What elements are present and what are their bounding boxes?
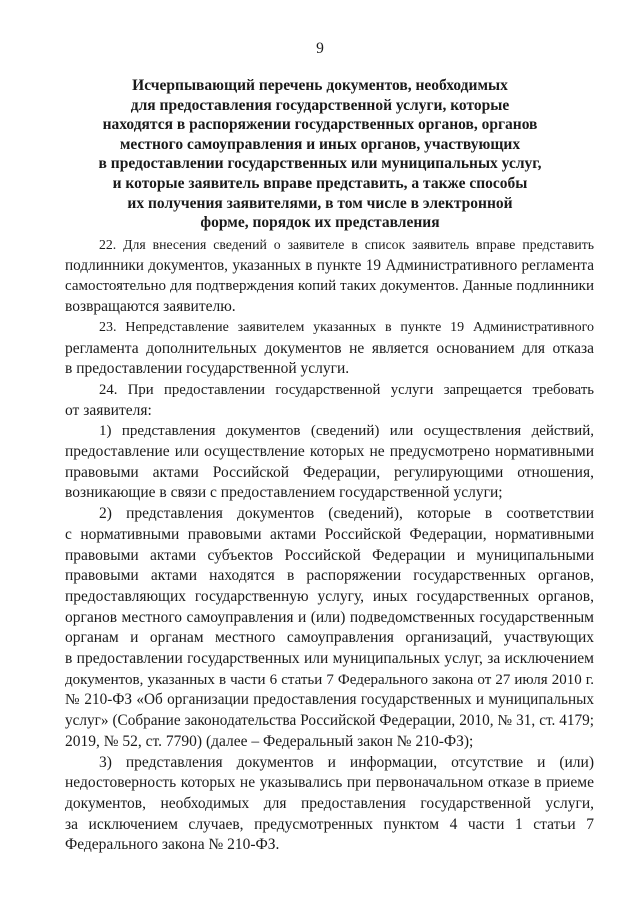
heading-line: местного самоуправления и иных органов, участвующих — [119, 135, 521, 153]
text-line: 22. Для внесения сведений о заявителе в список заявитель вправе представить — [99, 237, 594, 252]
text-line: 24. При предоставлении государственной услуги запрещается требовать — [99, 381, 594, 398]
paragraph-24 — [65, 380, 594, 421]
heading-line: находятся в распоряжении государственных органов, органов — [102, 116, 538, 134]
text-line: подлинники документов, указанных в пункте 19 Административного регламента — [65, 256, 594, 274]
heading-line: их получения заявителями, в том числе в электронной — [127, 194, 513, 212]
text-line: регламента дополнительных документов не является основанием для отказа — [65, 339, 594, 357]
text-line: органам и органам местного самоуправления организаций, участвующих — [65, 629, 594, 647]
text-line: органов местного самоуправления и (или) подведомственных государственным — [65, 608, 594, 626]
text-line: 2) представления документов (сведений), которые в соответствии — [99, 505, 594, 523]
text-line: 23. Непредставление заявителем указанных в пункте 19 Административного — [99, 319, 594, 335]
text-line: 2019, № 52, ст. 7790) (далее – Федеральный закон № 210-ФЗ); — [65, 732, 474, 750]
text-line: Федерального закона № 210-ФЗ. — [65, 836, 280, 854]
page-number: 9 — [316, 40, 324, 57]
text-line: предоставляющих государственную услугу, иных государственных органов, — [65, 587, 594, 605]
text-line: с нормативными правовыми актами Российской Федерации, нормативными — [65, 525, 594, 543]
text-line: недостоверность которых не указывались при первоначальном отказе в приеме — [65, 774, 594, 792]
list-item-2 — [65, 504, 594, 752]
heading-line: форме, порядок их представления — [200, 214, 440, 232]
text-line: услуг» (Собрание законодательства Российской Федерации, 2010, № 31, ст. 4179; — [65, 712, 594, 730]
heading-line: и которые заявитель вправе представить, а также способы — [112, 174, 528, 192]
paragraph-22 — [65, 235, 594, 318]
text-line: в предоставлении государственной услуги. — [65, 360, 350, 378]
text-line: предоставление или осуществление которых не предусмотрено нормативными — [65, 443, 594, 461]
text-line: документов, указанных в части 6 статьи 7 Федерального закона от 27 июля 2010 г. — [65, 671, 594, 688]
text-line: правовыми актами находятся в распоряжении государственных органов, — [65, 567, 594, 585]
heading-line: для предоставления государственной услуги, которые — [130, 96, 510, 114]
text-line: возникающие в связи с предоставлением государственной услуги; — [65, 484, 503, 502]
heading-line: Исчерпывающий перечень документов, необходимых — [132, 77, 508, 94]
text-line: возвращаются заявителю. — [65, 298, 236, 316]
text-line: за исключением случаев, предусмотренных пунктом 4 части 1 статьи 7 — [65, 815, 594, 833]
text-line: правовыми актами Российской Федерации, регулирующими отношения, — [65, 463, 594, 481]
document-body — [65, 235, 594, 856]
list-item-1 — [65, 421, 594, 504]
list-item-3 — [65, 753, 594, 857]
heading-line: в предоставлении государственных или муниципальных услуг, — [98, 155, 542, 173]
text-line: в предоставлении государственных или муниципальных услуг, за исключением — [65, 650, 594, 668]
text-line: 3) представления документов и информации, отсутствие и (или) — [99, 753, 594, 771]
paragraph-23 — [65, 318, 594, 380]
text-line: от заявителя: — [65, 401, 152, 419]
text-line: самостоятельно для подтверждения копий таких документов. Данные подлинники — [65, 278, 594, 295]
text-line: документов, необходимых для предоставления государственной услуги, — [65, 794, 594, 812]
text-line: 1) представления документов (сведений) или осуществления действий, — [99, 423, 594, 440]
text-line: правовыми актами субъектов Российской Федерации и муниципальными — [65, 546, 594, 564]
section-heading — [60, 76, 580, 233]
text-line: № 210-ФЗ «Об организации предоставления государственных и муниципальных — [65, 691, 594, 709]
